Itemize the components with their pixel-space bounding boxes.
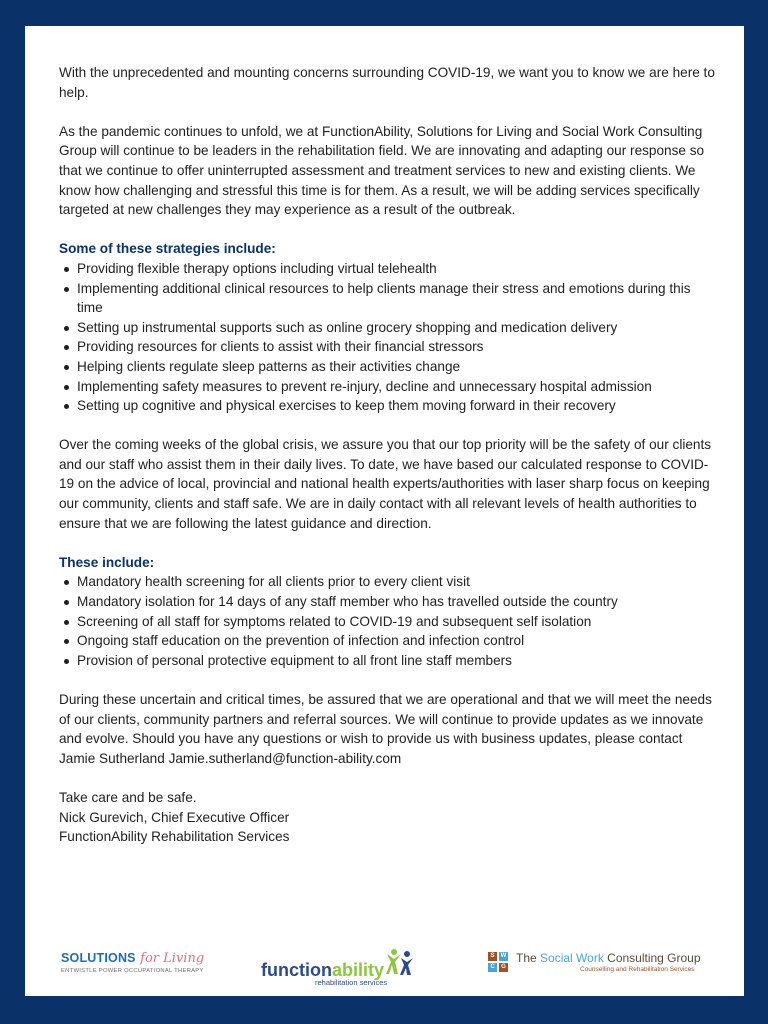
measures-heading: These include:: [59, 554, 155, 570]
logo-footer: [25, 946, 744, 986]
strategies-heading: Some of these strategies include:: [59, 241, 276, 257]
signoff-line: Take care and be safe.: [59, 789, 197, 805]
list-item: Providing resources for clients to assist with their financial stressors: [77, 337, 719, 357]
list-item: Mandatory isolation for 14 days of any staff member who has travelled outside the country: [77, 592, 719, 612]
safety-paragraph: Over the coming weeks of the global crisis, we assure you that our top priority will be the safety of our clients and our staff who assist them in their daily lives. To date, we have based our calculated response to COVID-19 on the advice of local, provincial and national health experts/authorities with laser sharp focus on keeping our community, clients and staff safe. We are in daily contact with all relevant levels of health authorities to ensure that we are following the latest guidance and direction.: [59, 437, 712, 531]
solutions-for-living-logo: [61, 949, 204, 974]
fa-logo-function: function: [261, 960, 332, 980]
signoff: [59, 788, 719, 847]
sfl-logo-subtitle: ENTWISTLE POWER OCCUPATIONAL THERAPY: [61, 968, 204, 974]
letter-page: [25, 26, 744, 996]
sfl-logo-script: for Living: [140, 951, 205, 966]
sfl-logo-main: SOLUTIONS: [61, 951, 136, 965]
letter-body: [59, 63, 719, 847]
swcg-cell: S: [488, 952, 497, 961]
list-item: Mandatory health screening for all clients prior to every client visit: [77, 572, 719, 592]
signoff-name: Nick Gurevich, Chief Executive Officer: [59, 809, 290, 825]
measures-list: [59, 572, 719, 670]
signoff-org: FunctionAbility Rehabilitation Services: [59, 829, 290, 845]
list-item: Helping clients regulate sleep patterns as their activities change: [77, 357, 719, 377]
fa-logo-subtitle: rehabilitation services: [315, 978, 388, 987]
list-item: Ongoing staff education on the prevention of infection and infection control: [77, 631, 719, 651]
list-item: Setting up cognitive and physical exercises to keep them moving forward in their recovery: [77, 396, 719, 416]
pandemic-paragraph: As the pandemic continues to unfold, we at FunctionAbility, Solutions for Living and Social Work Consulting Group will continue to be leaders in the rehabilitation field. We are innovating and adapting our response so that we continue to offer uninterrupted assessment and treatment services to new and existing clients. We know how challenging and stressful this time is for them. As a result, we will be adding services specifically targeted at new challenges they may experience as a result of the outbreak.: [59, 123, 705, 218]
list-item: Providing flexible therapy options including virtual telehealth: [77, 259, 719, 279]
swcg-grid-icon: [488, 952, 508, 972]
swcg-cell: G: [499, 963, 508, 972]
swcg-cell: C: [488, 963, 497, 972]
swcg-cell: W: [500, 953, 507, 959]
contact-paragraph: During these uncertain and critical times, be assured that we are operational and that we will meet the needs of our clients, community partners and referral sources. We will continue to provide updates as we innovate and evolve. Should you have any questions or wish to provide us with business updates, please contact Jamie Sutherland Jamie.sutherland@function-ability.com: [59, 692, 712, 766]
swcg-logo-title: The Social Work Consulting Group: [516, 951, 701, 965]
functionability-logo: [261, 948, 416, 987]
strategies-list: [59, 259, 719, 416]
intro-paragraph: With the unprecedented and mounting concerns surrounding COVID-19, we want you to know we are here to help.: [59, 65, 715, 100]
list-item: Implementing additional clinical resources to help clients manage their stress and emotions during this time: [77, 279, 719, 318]
list-item: Implementing safety measures to prevent re-injury, decline and unnecessary hospital admission: [77, 377, 719, 397]
list-item: Setting up instrumental supports such as online grocery shopping and medication delivery: [77, 318, 719, 338]
swcg-logo-subtitle: Counselling and Rehabilitation Services: [580, 966, 695, 973]
people-figures-icon: [386, 948, 416, 981]
fa-logo-ability: ability: [331, 960, 384, 980]
list-item: Screening of all staff for symptoms related to COVID-19 and subsequent self isolation: [77, 612, 719, 632]
list-item: Provision of personal protective equipment to all front line staff members: [77, 651, 719, 671]
